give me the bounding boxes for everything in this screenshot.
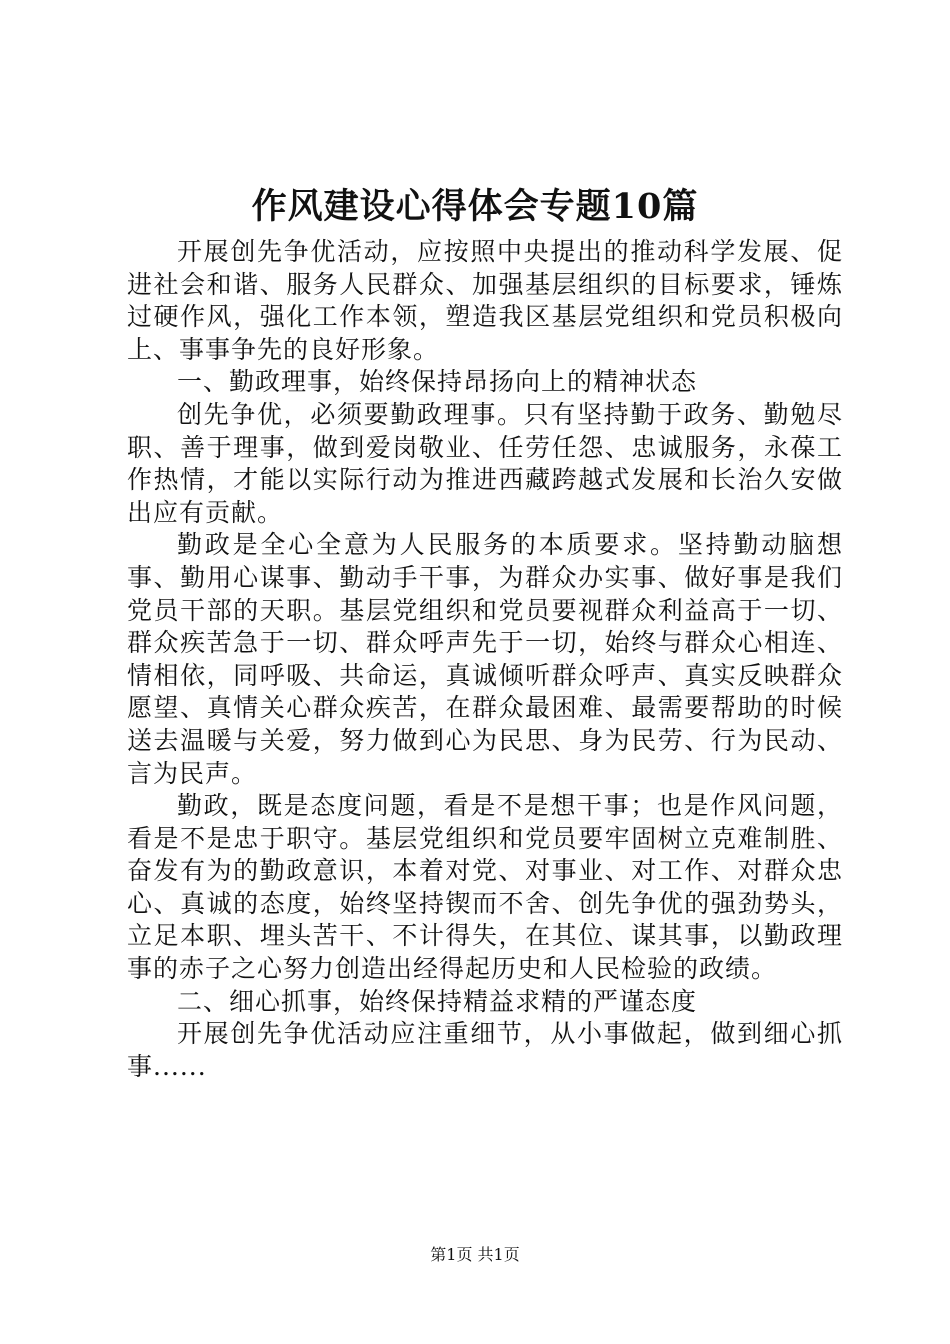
paragraph-attitude: 勤政，既是态度问题，看是不是想干事；也是作风问题，看是不是忠于职守。基层党组织和党员要牢固树立克难制胜、奋发有为的勤政意识，本着对党、对事业、对工作、对群众忠心、真诚的态度，始终坚持锲而不舍、创先争优的强劲势头，立足本职、埋头苦干、不计得失，在其位、谋其事，以勤政理事的赤子之心努力创造出经得起历史和人民检验的政绩。 (127, 791, 843, 984)
section-heading-2: 二、细心抓事，始终保持精益求精的严谨态度 (177, 986, 698, 1016)
paragraph-service: 勤政是全心全意为人民服务的本质要求。坚持勤动脑想事、勤用心谋事、勤动手干事，为群众办实事、做好事是我们党员干部的天职。基层党组织和党员要视群众利益高于一切、群众疾苦急于一切、群众呼声先于一切，始终与群众心相连、情相依，同呼吸、共命运，真诚倾听群众呼声、真实反映群众愿望、真情关心群众疾苦，在群众最困难、最需要帮助的时候送去温暖与关爱，努力做到心为民思、身为民劳、行为民动、言为民声。 (127, 530, 843, 788)
paragraph-diligence: 创先争优，必须要勤政理事。只有坚持勤于政务、勤勉尽职、善于理事，做到爱岗敬业、任劳任怨、忠诚服务，永葆工作热情，才能以实际行动为推进西藏跨越式发展和长治久安做出应有贡献。 (127, 399, 843, 527)
paragraph-intro: 开展创先争优活动，应按照中央提出的推动科学发展、促进社会和谐、服务人民群众、加强基层组织的目标要求，锤炼过硬作风，强化工作本领，塑造我区基层党组织和党员积极向上、事事争先的良好形象。 (127, 237, 843, 364)
section-heading-1: 一、勤政理事，始终保持昂扬向上的精神状态 (177, 367, 698, 397)
page-footer: 第1页 共1页 (430, 1245, 520, 1264)
paragraph-details: 开展创先争优活动应注重细节，从小事做起，做到细心抓事...... (127, 1019, 843, 1081)
document-title: 作风建设心得体会专题10篇 (251, 186, 699, 227)
document-body (127, 236, 843, 1083)
